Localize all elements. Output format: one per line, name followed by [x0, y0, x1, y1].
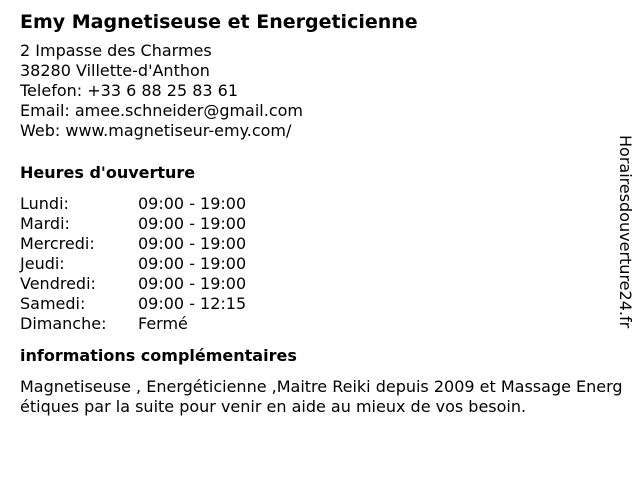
business-card [20, 8, 623, 417]
day-label: Mercredi: [20, 234, 95, 253]
web-line: Web: www.magnetiseur-emy.com/ [20, 121, 292, 140]
hours-heading: Heures d'ouverture [20, 163, 196, 182]
hours-row-friday [20, 274, 620, 294]
phone-line: Telefon: +33 6 88 25 83 61 [20, 81, 239, 100]
contact-block [20, 41, 620, 141]
time-value: 09:00 - 19:00 [138, 274, 247, 293]
time-value: 09:00 - 19:00 [138, 254, 247, 273]
hours-row-monday [20, 194, 620, 214]
info-description: Magnetiseuse , Energéticienne ,Maitre Reiki depuis 2009 et Massage Energétiques par la suite pour venir en aide au mieux de vos besoin. [20, 377, 623, 416]
day-label: Dimanche: [20, 314, 107, 333]
info-heading: informations complémentaires [20, 346, 297, 365]
address-line-2: 38280 Villette-d'Anthon [20, 61, 210, 80]
address-line-1: 2 Impasse des Charmes [20, 41, 212, 60]
hours-row-sunday [20, 314, 620, 334]
business-name: Emy Magnetiseuse et Energeticienne [20, 11, 418, 33]
time-value: 09:00 - 19:00 [138, 194, 247, 213]
hours-table [20, 194, 620, 334]
day-label: Mardi: [20, 214, 70, 233]
watermark-text: Horairesdouverture24.fr [616, 135, 635, 329]
time-value: 09:00 - 19:00 [138, 214, 247, 233]
time-value: 09:00 - 19:00 [138, 234, 247, 253]
day-label: Lundi: [20, 194, 69, 213]
day-label: Jeudi: [20, 254, 65, 273]
time-value: Fermé [138, 314, 188, 333]
time-value: 09:00 - 12:15 [138, 294, 247, 313]
hours-row-thursday [20, 254, 620, 274]
hours-row-saturday [20, 294, 620, 314]
day-label: Samedi: [20, 294, 86, 313]
email-line: Email: amee.schneider@gmail.com [20, 101, 304, 120]
hours-row-tuesday [20, 214, 620, 234]
day-label: Vendredi: [20, 274, 96, 293]
hours-row-wednesday [20, 234, 620, 254]
